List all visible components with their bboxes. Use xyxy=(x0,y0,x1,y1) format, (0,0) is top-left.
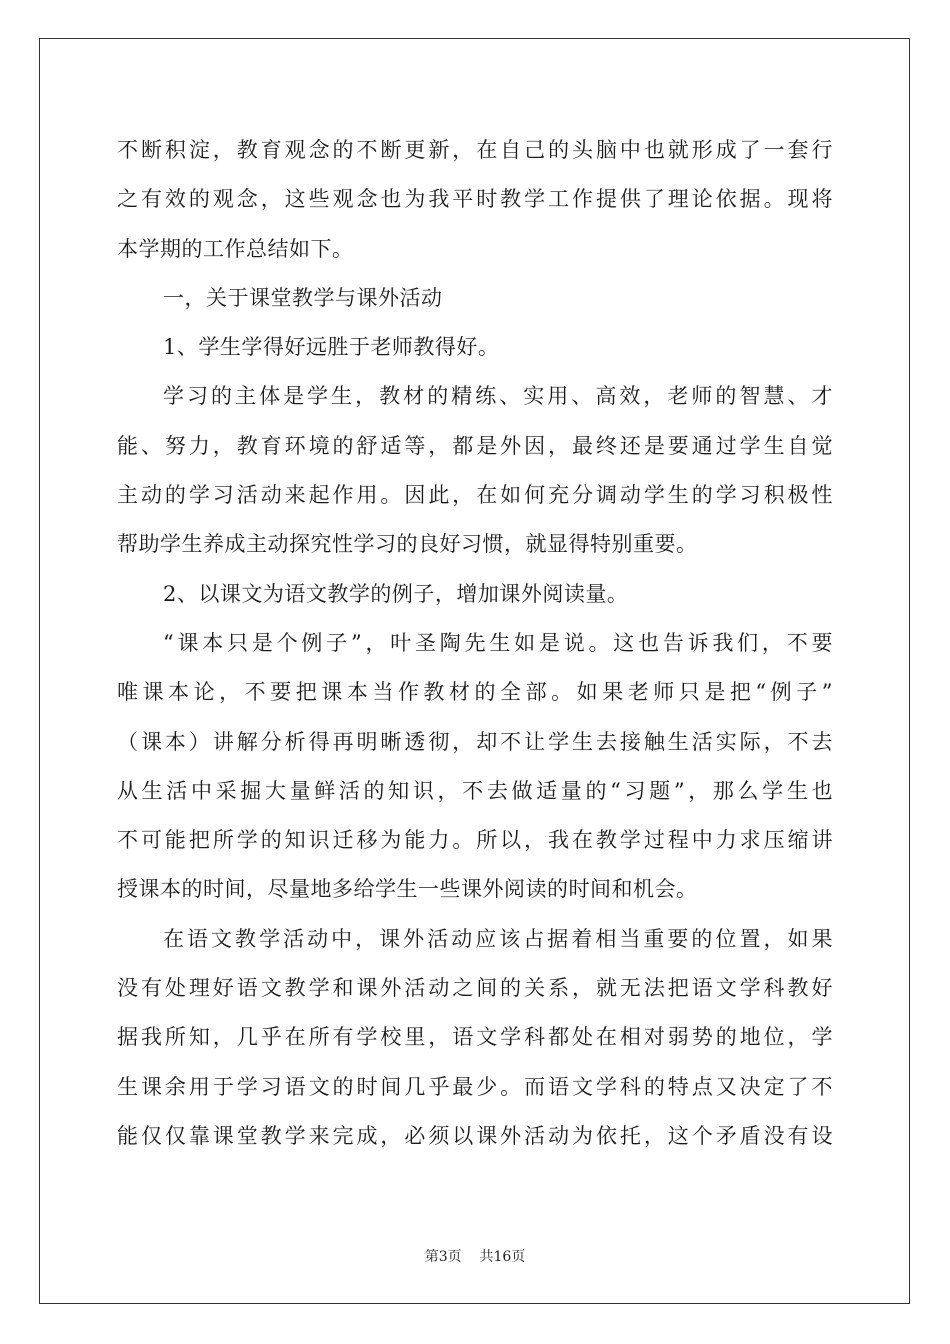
text-line: 1、学生学得好远胜于老师教得好。 xyxy=(163,335,500,360)
text-line: 授课本的时间，尽量地多给学生一些课外阅读的时间和机会。 xyxy=(117,877,698,902)
text-line: 从生活中采掘大量鲜活的知识，不去做适量的“习题”，那么学生也 xyxy=(117,778,833,803)
page-number: 第3页 xyxy=(424,1249,462,1265)
text-line: 不可能把所学的知识迁移为能力。所以，我在教学过程中力求压缩讲 xyxy=(117,828,833,853)
text-line: 2、以课文为语文教学的例子，增加课外阅读量。 xyxy=(163,581,629,606)
text-line: 主动的学习活动来起作用。因此，在如何充分调动学生的学习积极性 xyxy=(117,483,833,508)
page-total: 共16页 xyxy=(479,1249,526,1265)
text-line: 能、努力，教育环境的舒适等，都是外因，最终还是要通过学生自觉 xyxy=(117,433,833,458)
text-line: 学习的主体是学生，教材的精练、实用、高效，老师的智慧、才 xyxy=(163,384,833,409)
text-line: （课本）讲解分析得再明晰透彻，却不让学生去接触生活实际，不去 xyxy=(117,729,833,754)
text-line: 之有效的观念，这些观念也为我平时教学工作提供了理论依据。现将 xyxy=(117,187,833,212)
text-line: 在语文教学活动中，课外活动应该占据着相当重要的位置，如果 xyxy=(163,926,833,951)
text-line: 生课余用于学习语文的时间几乎最少。而语文学科的特点又决定了不 xyxy=(117,1074,833,1099)
text-line: “课本只是个例子”，叶圣陶先生如是说。这也告诉我们，不要 xyxy=(163,630,833,655)
text-line: 不断积淀，教育观念的不断更新，在自己的头脑中也就形成了一套行 xyxy=(117,138,833,162)
page-footer xyxy=(0,1246,950,1266)
text-line: 唯课本论，不要把课本当作教材的全部。如果老师只是把“例子” xyxy=(117,680,833,705)
document-body xyxy=(117,126,833,1161)
text-line: 没有处理好语文教学和课外活动之间的关系，就无法把语文学科教好 xyxy=(117,976,833,1001)
text-line: 能仅仅靠课堂教学来完成，必须以课外活动为依托，这个矛盾没有设 xyxy=(117,1123,833,1148)
text-line: 据我所知，几乎在所有学校里，语文学科都处在相对弱势的地位，学 xyxy=(117,1025,833,1050)
text-line: 帮助学生养成主动探究性学习的良好习惯，就显得特别重要。 xyxy=(117,532,698,557)
text-line: 一，关于课堂教学与课外活动 xyxy=(163,285,443,310)
text-line: 本学期的工作总结如下。 xyxy=(117,236,354,261)
